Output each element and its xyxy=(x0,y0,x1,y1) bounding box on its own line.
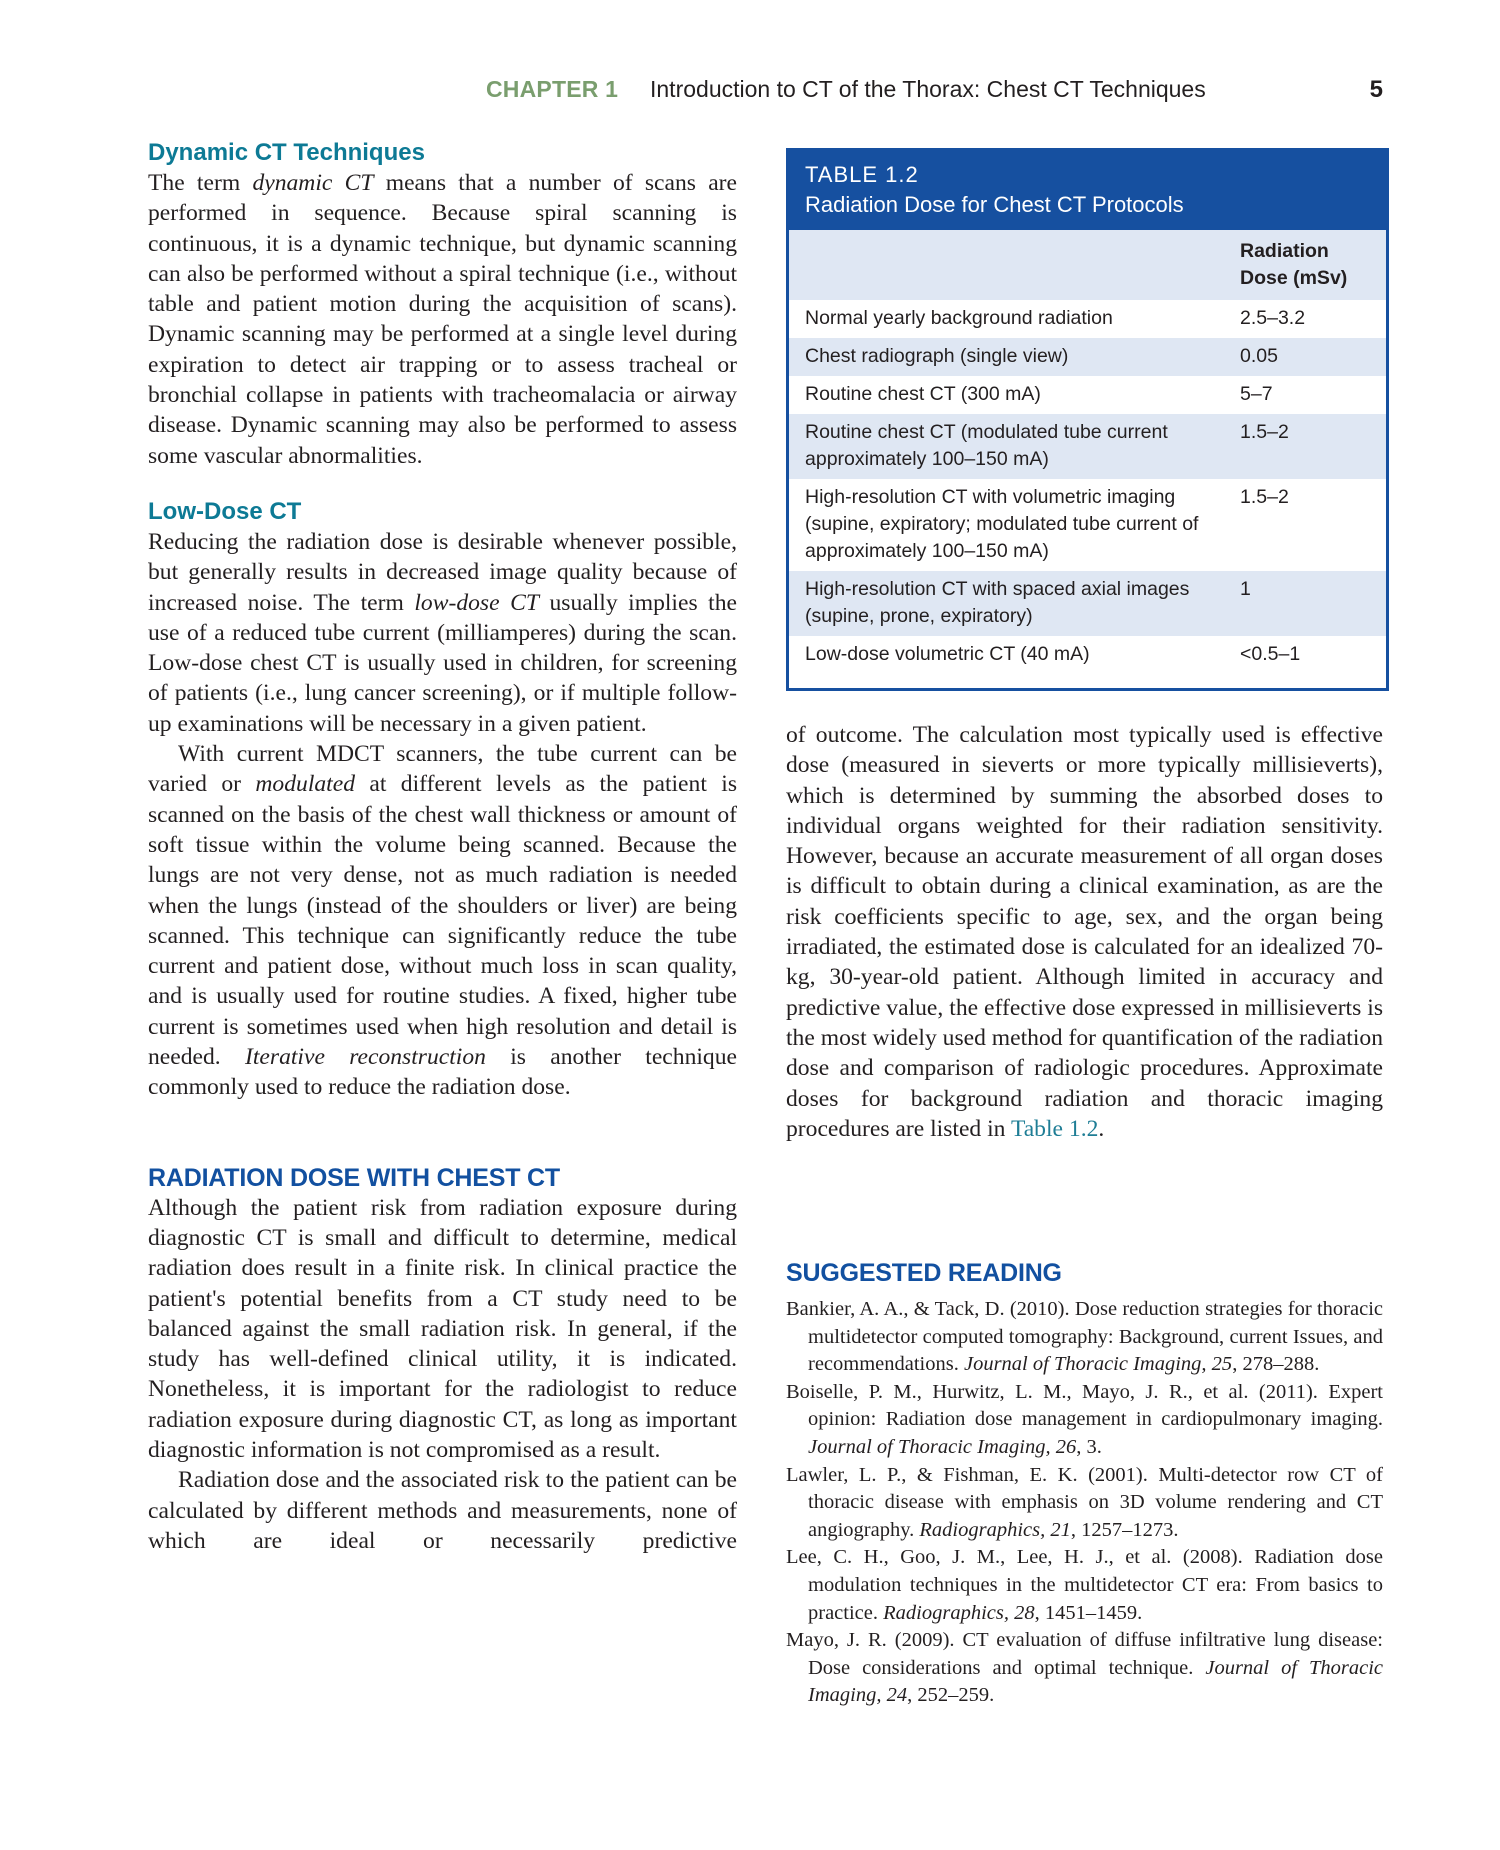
reference-item xyxy=(786,1462,1383,1545)
dose-cell: 1.5–2 xyxy=(1240,421,1289,443)
text: Reducing the radiation dose is desirable whenever possible, but generally results in decreased image quality because of increased noise. The term xyxy=(148,528,737,616)
emphasis: dynamic CT xyxy=(252,170,374,196)
text: at different levels as the patient is scanned on the basis of the chest wall thickness or amount of soft tissue within the volume being scanned. Because the lungs are not very dense, not as much radiation is needed when the lungs (instead of the shoulders or liver) are being scanned. This technique can significantly reduce the tube current and patient dose, without much loss in scan quality, and is usually used for routine studies. A fixed, higher tube current is sometimes used when high resolution and detail is needed. xyxy=(148,771,737,1071)
table-number: TABLE 1.2 xyxy=(805,162,919,187)
table-1-2 xyxy=(786,148,1389,691)
right-column xyxy=(786,720,1383,1144)
text: . xyxy=(1098,1115,1105,1142)
ref-text: Lawler, L. P., & Fishman, E. K. (2001). Multi-detector row CT of thoracic disease with emphasis on 3D volume rendering and CT angiography. xyxy=(786,1463,1383,1541)
protocol-cell: High-resolution CT with spaced axial images (supine, prone, expiratory) xyxy=(805,578,1190,627)
paragraph-low-dose-1 xyxy=(148,527,737,739)
dose-cell: 1 xyxy=(1240,578,1251,600)
chapter-title: Introduction to CT of the Thorax: Chest CT Techniques xyxy=(650,76,1206,102)
dose-cell: 2.5–3.2 xyxy=(1240,307,1306,329)
text: means that a number of scans are performed in sequence. Because spiral scanning is continuous, it is a dynamic technique, but dynamic scanning can also be performed without a spiral technique (i.e., without table and patient motion during the acquisition of scans). Dynamic scanning may be performed at a single level during expiration to detect air trapping or to assess tracheal or bronchial collapse in patients with tracheomalacia or airway disease. Dynamic scanning may also be performed to assess some vascular abnormalities. xyxy=(148,170,738,469)
protocol-cell: Routine chest CT (300 mA) xyxy=(805,383,1041,405)
paragraph-radiation-2-continued xyxy=(786,720,1383,1144)
ref-journal: Radiographics, 28 xyxy=(883,1601,1035,1624)
running-head xyxy=(486,76,1383,110)
text: With current MDCT scanners, the tube current can be varied or xyxy=(148,741,737,798)
ref-journal: Radiographics, 21 xyxy=(919,1518,1071,1541)
dose-cell: 5–7 xyxy=(1240,383,1273,405)
column-header-protocol xyxy=(789,230,1240,300)
ref-text: Boiselle, P. M., Hurwitz, L. M., Mayo, J. R., et al. (2011). Expert opinion: Radiation dose management in cardiopulmonary imaging. xyxy=(786,1380,1383,1431)
header-line: Radiation xyxy=(1240,240,1329,262)
dose-cell: 0.05 xyxy=(1240,345,1278,367)
chapter-label: CHAPTER 1 xyxy=(486,76,619,102)
reference-item xyxy=(786,1296,1383,1379)
table-row xyxy=(789,636,1386,688)
emphasis: modulated xyxy=(255,771,355,798)
reference-item xyxy=(786,1379,1383,1462)
ref-pages: , 252–259. xyxy=(907,1684,995,1707)
ref-text: Bankier, A. A., & Tack, D. (2010). Dose reduction strategies for thoracic multidetector computed tomography: Background, current Issues, and recommendations. xyxy=(786,1298,1383,1376)
emphasis: Iterative reconstruction xyxy=(245,1044,486,1071)
ref-pages: , 1451–1459. xyxy=(1034,1601,1143,1624)
table-row xyxy=(789,376,1386,414)
ref-text: Lee, C. H., Goo, J. M., Lee, H. J., et al. (2008). Radiation dose modulation techniques in the multidetector CT era: From basics to practice. xyxy=(786,1546,1383,1624)
table-row xyxy=(789,300,1386,338)
table-row xyxy=(789,571,1386,636)
heading-suggested-reading: SUGGESTED READING xyxy=(786,1259,1062,1287)
paragraph-radiation-2: Radiation dose and the associated risk to the patient can be calculated by different methods and measurements, none of which are ideal or necessarily predictive xyxy=(148,1467,737,1554)
dose-cell: 1.5–2 xyxy=(1240,486,1289,508)
heading-dynamic-ct: Dynamic CT Techniques xyxy=(148,139,425,166)
suggested-reading xyxy=(786,1258,1383,1710)
table-row xyxy=(789,414,1386,479)
emphasis: low-dose CT xyxy=(414,589,539,616)
reference-item xyxy=(786,1627,1383,1710)
protocol-cell: Low-dose volumetric CT (40 mA) xyxy=(805,643,1090,665)
protocol-cell: Normal yearly background radiation xyxy=(805,307,1113,329)
heading-radiation-dose: RADIATION DOSE WITH CHEST CT xyxy=(148,1163,560,1192)
ref-journal: Journal of Thoracic Imaging, 25 xyxy=(963,1353,1233,1376)
page-number: 5 xyxy=(1369,76,1383,103)
ref-text: Mayo, J. R. (2009). CT evaluation of diffuse infiltrative lung disease: Dose considerations and optimal technique. xyxy=(786,1629,1383,1679)
ref-journal: Journal of Thoracic Imaging, 26 xyxy=(808,1435,1077,1458)
ref-pages: , 3. xyxy=(1076,1435,1102,1458)
table-caption xyxy=(789,148,1386,230)
ref-pages: , 278–288. xyxy=(1232,1353,1320,1376)
dose-cell: <0.5–1 xyxy=(1240,643,1301,665)
paragraph-low-dose-2 xyxy=(148,739,737,1103)
table-row xyxy=(789,338,1386,376)
left-column xyxy=(148,138,737,1556)
text: of outcome. The calculation most typically used is effective dose (measured in sieverts or more typically millisieverts), which is determined by summing the absorbed doses to individual organs weighted for their radiation sensitivity. However, because an accurate measurement of all organ doses is difficult to obtain during a clinical examination, as are the risk coefficients specific to age, sex, and the organ being irradiated, the estimated dose is calculated for an idealized 70-kg, 30-year-old patient. Although limited in accuracy and predictive value, the effective dose expressed in millisieverts is the most widely used method for quantification of the radiation dose and comparison of radiologic procedures. Approximate doses for background radiation and thoracic imaging procedures are listed in xyxy=(786,722,1383,1142)
reference-item xyxy=(786,1544,1383,1627)
paragraph-radiation-1: Although the patient risk from radiation exposure during diagnostic CT is small and difficult to determine, medical radiation does result in a finite risk. In clinical practice the patient's potential benefits from a CT study need to be balanced against the small radiation risk. In general, if the study has well-defined clinical utility, it is indicated. Nonetheless, it is important for the radiologist to reduce radiation exposure during diagnostic CT, as long as important diagnostic information is not compromised as a result. xyxy=(148,1194,737,1463)
table-title: Radiation Dose for Chest CT Protocols xyxy=(805,192,1184,217)
column-header-dose xyxy=(1240,230,1386,300)
protocol-cell: Routine chest CT (modulated tube current approximately 100–150 mA) xyxy=(805,421,1168,470)
table-row xyxy=(789,479,1386,571)
text: The term xyxy=(148,170,253,196)
protocol-cell: High-resolution CT with volumetric imaging (supine, expiratory; modulated tube current of approximately 100–150 mA) xyxy=(805,486,1199,562)
text: usually implies the use of a reduced tube current (milliamperes) during the scan. Low-dose chest CT is usually used in children, for screening of patients (i.e., lung cancer screening), or if multiple follow-up examinations will be necessary in a given patient. xyxy=(148,589,737,737)
ref-journal: Journal of Thoracic Imaging, 24 xyxy=(808,1656,1383,1707)
paragraph-dynamic-ct xyxy=(148,168,737,471)
table-reference-link[interactable]: Table 1.2 xyxy=(1010,1115,1099,1142)
heading-low-dose-ct: Low-Dose CT xyxy=(148,497,302,525)
protocol-cell: Chest radiograph (single view) xyxy=(805,345,1069,367)
ref-pages: , 1257–1273. xyxy=(1070,1518,1179,1541)
header-line: Dose (mSv) xyxy=(1240,267,1348,289)
dose-table xyxy=(789,230,1386,688)
text: is another technique commonly used to reduce the radiation dose. xyxy=(148,1044,737,1101)
table-header-row xyxy=(789,230,1386,300)
